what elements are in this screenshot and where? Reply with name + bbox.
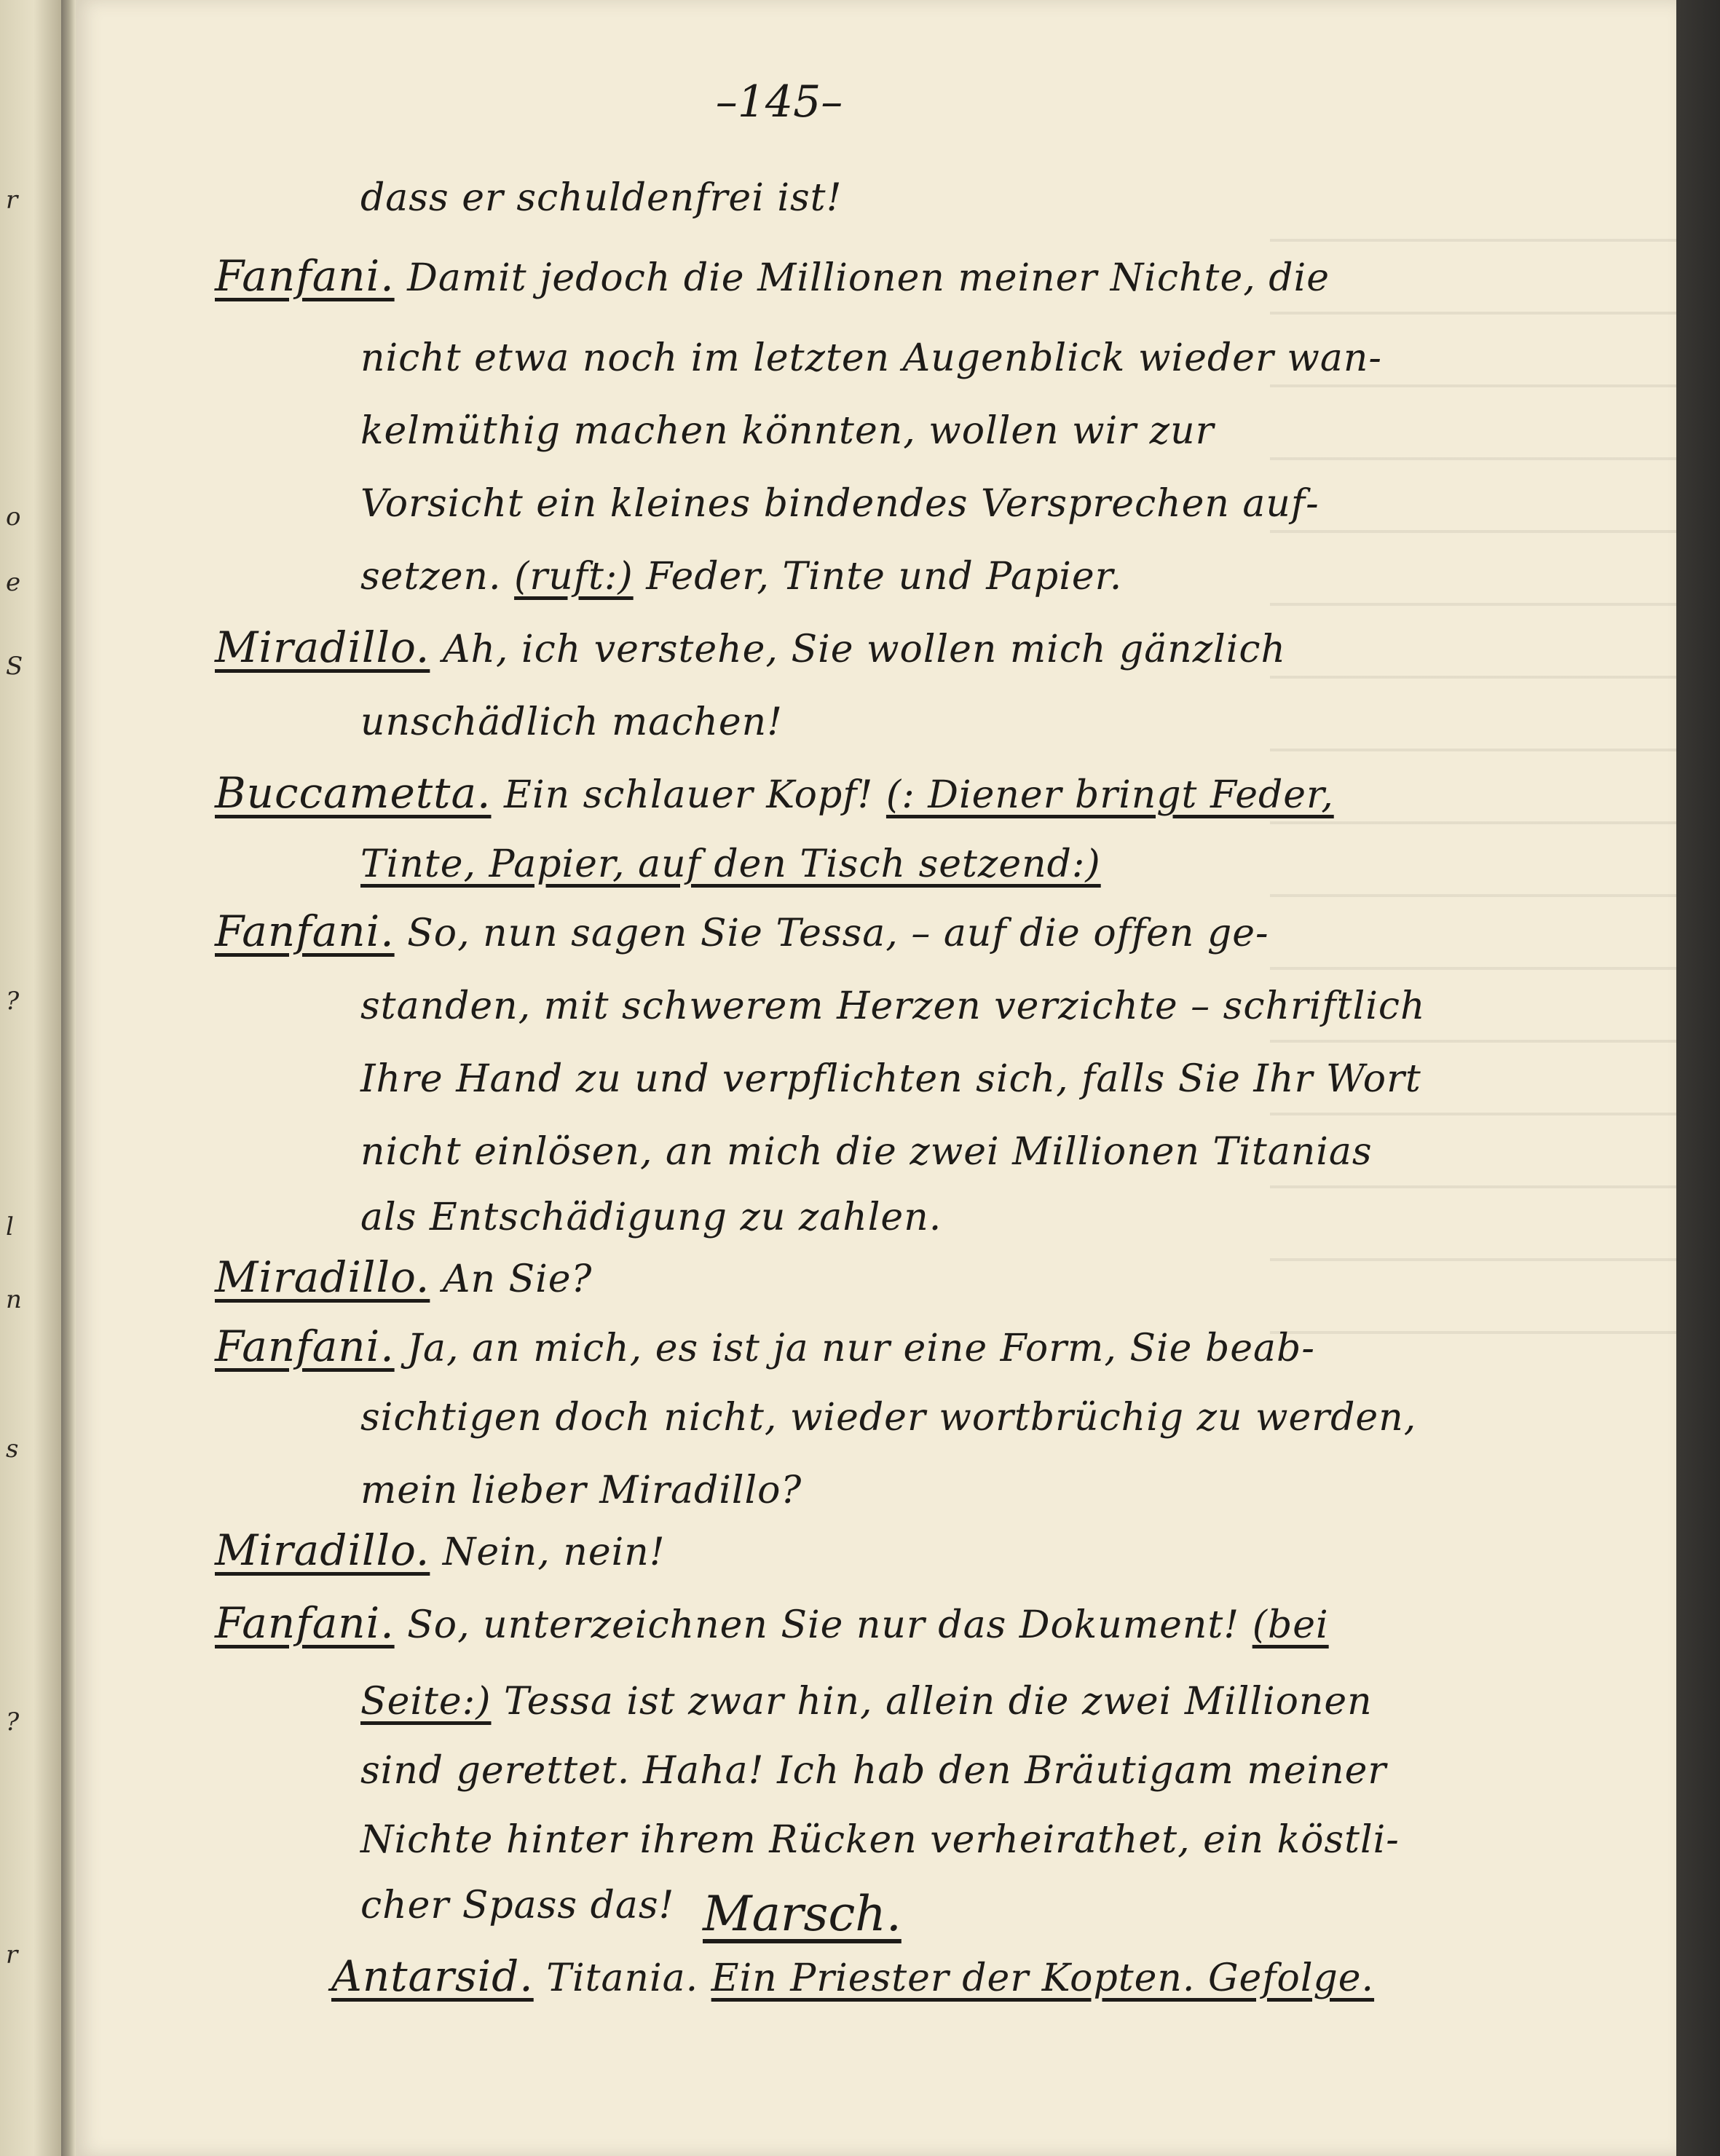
dialogue-text: An Sie?	[430, 1257, 593, 1301]
script-line	[215, 1252, 592, 1302]
section-heading: Marsch.	[703, 1886, 902, 1942]
speaker-name: Fanfani.	[215, 251, 395, 301]
dialogue-text: sichtigen doch nicht, wieder wortbrüchig zu werden,	[360, 1396, 1417, 1440]
script-line	[215, 1322, 1315, 1371]
script-line	[360, 1744, 1386, 1793]
facing-page-mark: ?	[6, 987, 20, 1016]
speaker-name: Fanfani.	[215, 1322, 395, 1371]
script-line	[360, 331, 1382, 381]
dialogue-text: setzen.	[360, 555, 515, 599]
facing-page-mark: l	[6, 1212, 14, 1241]
script-line	[360, 1190, 942, 1240]
script-line	[360, 837, 1101, 887]
dialogue-text: nicht einlösen, an mich die zwei Millionen Titanias	[360, 1130, 1373, 1174]
speaker-name: Antarsid.	[331, 1951, 534, 2001]
script-line	[215, 1525, 666, 1575]
facing-page-mark: r	[6, 186, 18, 215]
stage-direction: (: Diener bringt Feder,	[885, 773, 1334, 817]
speaker-name: Fanfani.	[215, 1598, 395, 1648]
script-line	[360, 477, 1319, 526]
script-line	[215, 1598, 1329, 1648]
script-line	[360, 979, 1425, 1029]
dialogue-text: Nichte hinter ihrem Rücken verheirathet, ein köstli‑	[360, 1818, 1400, 1862]
scan-background	[1676, 0, 1720, 2156]
script-line	[360, 1391, 1416, 1440]
script-line	[360, 1879, 674, 1928]
script-line	[215, 907, 1269, 956]
book-gutter	[61, 0, 76, 2156]
script-line	[360, 171, 842, 221]
dialogue-text: mein lieber Miradillo?	[360, 1469, 802, 1512]
facing-page-mark: r	[6, 1940, 18, 1970]
facing-page-mark: s	[6, 1434, 19, 1464]
dialogue-text: unschädlich machen!	[360, 700, 784, 744]
dialogue-text: kelmüthig machen könnten, wollen wir zur	[360, 409, 1215, 453]
dialogue-text: Ah, ich verstehe, Sie wollen mich gänzlich	[430, 628, 1287, 671]
dialogue-text-after: Tessa ist zwar hin, allein die zwei Millionen	[491, 1680, 1373, 1723]
speaker-name: Miradillo.	[215, 1525, 430, 1575]
dialogue-text: So, nun sagen Sie Tessa, – auf die offen ge‑	[394, 912, 1269, 955]
dialogue-text: sind gerettet. Haha! Ich hab den Bräutigam meiner	[360, 1749, 1387, 1793]
dialogue-text: Vorsicht ein kleines bindendes Versprechen auf‑	[360, 482, 1319, 526]
stage-direction: (bei	[1252, 1603, 1329, 1647]
facing-page-mark: ?	[6, 1707, 20, 1737]
script-line	[360, 1125, 1373, 1174]
stage-direction: Tinte, Papier, auf den Tisch setzend:)	[360, 842, 1101, 886]
script-line	[360, 550, 1122, 599]
script-line	[360, 1052, 1421, 1102]
script-line	[360, 1813, 1400, 1863]
script-line	[360, 1675, 1373, 1724]
speaker-name: Buccametta.	[215, 768, 492, 818]
final-stage-line	[331, 1951, 1374, 2001]
dialogue-text-after: Feder, Tinte und Papier.	[633, 555, 1123, 599]
dialogue-text: Ein schlauer Kopf!	[491, 773, 886, 817]
dialogue-text: Titania.	[533, 1956, 711, 2000]
facing-page-mark: e	[6, 568, 21, 597]
facing-page-mark: n	[6, 1285, 22, 1314]
facing-page-marks	[0, 0, 51, 2156]
speaker-name: Fanfani.	[215, 907, 395, 956]
script-line	[215, 623, 1286, 672]
stage-direction: Seite:)	[360, 1680, 492, 1723]
stage-direction: (ruft:)	[514, 555, 634, 599]
speaker-name: Miradillo.	[215, 1252, 430, 1302]
dialogue-text: So, unterzeichnen Sie nur das Dokument!	[394, 1603, 1252, 1647]
dialogue-text: Ja, an mich, es ist ja nur eine Form, Sie beab‑	[394, 1327, 1315, 1370]
page-number: –145–	[715, 76, 843, 127]
dialogue-text: standen, mit schwerem Herzen verzichte – schriftlich	[360, 984, 1426, 1028]
facing-page-mark: S	[6, 652, 23, 681]
dialogue-text: Nein, nein!	[430, 1531, 666, 1574]
script-line	[215, 251, 1330, 301]
dialogue-text: dass er schuldenfrei ist!	[360, 176, 843, 220]
script-line	[360, 695, 783, 745]
facing-page-mark: o	[6, 502, 21, 532]
dialogue-text: nicht etwa noch im letzten Augenblick wieder wan‑	[360, 336, 1382, 380]
dialogue-text: Damit jedoch die Millionen meiner Nichte, die	[394, 256, 1330, 300]
stage-direction: Ein Priester der Kopten. Gefolge.	[711, 1956, 1375, 2000]
speaker-name: Miradillo.	[215, 623, 430, 672]
script-line	[215, 768, 1334, 818]
script-line	[360, 1464, 802, 1513]
dialogue-text: Ihre Hand zu und verpflichten sich, falls Sie Ihr Wort	[360, 1057, 1421, 1101]
dialogue-text: cher Spass das!	[360, 1884, 675, 1927]
dialogue-text: als Entschädigung zu zahlen.	[360, 1196, 942, 1239]
facing-page-edge	[0, 0, 61, 2156]
script-line	[360, 404, 1214, 454]
